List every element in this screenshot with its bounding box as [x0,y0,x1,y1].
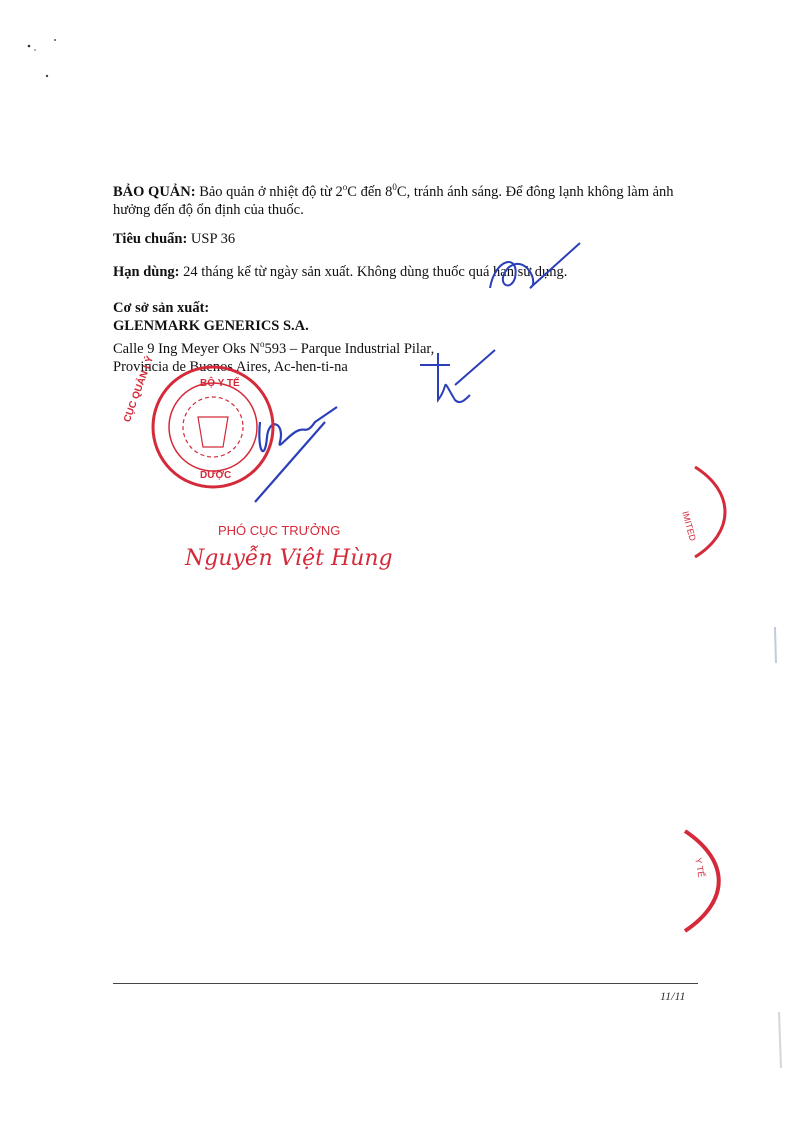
storage-text-mid: C đến 8 [347,183,393,200]
expiry-value: 24 tháng kể từ ngày sản xuất. Không dùng thuốc quá hạn sử dụng. [183,264,568,280]
page-number: 11/11 [660,989,686,1003]
edge-stamp-upper-right [690,462,730,562]
scan-edge-mark-2 [775,1010,785,1070]
blue-initial-signature-1 [470,238,590,298]
manufacturer-address-2: Provincia de Buenos Aires, Ac-hen-ti-na [113,358,348,375]
stamp-ring-left: CỤC QUẢN LÝ [122,354,157,424]
edge-stamp-lower-text: Y TẾ [693,857,707,879]
standard-label: Tiêu chuẩn: [113,231,188,247]
storage-text-tail: C, tránh ánh sáng. Để đông lạnh không làm ảnh [396,183,674,200]
footer-rule [113,983,698,984]
degree-sup-1: o [342,182,348,192]
scan-edge-mark-1 [770,625,780,665]
edge-stamp-upper-text: IMITED [680,510,698,543]
storage-text-2: hưởng đến độ ổn định của thuốc. [113,201,304,218]
standard-value: USP 36 [190,231,236,247]
address-sup: o [259,339,265,349]
manufacturer-label: Cơ sở sản xuất: [113,300,210,316]
expiry-line [113,263,733,281]
signer-name: Nguyễn Việt Hùng [185,546,393,571]
address-part-a: Calle 9 Ing Meyer Oks N [113,340,260,357]
standard-line [113,230,733,248]
stamp-title: PHÓ CỤC TRƯỞNG [218,523,341,538]
stamp-ring-top: BỘ Y TẾ [200,378,240,389]
storage-paragraph [113,178,733,219]
edge-stamp-lower-right [680,826,725,936]
blue-initial-signature-2 [410,345,500,410]
manufacturer-name: GLENMARK GENERICS S.A. [113,318,309,334]
stamp-ring-bottom: DƯỢC [200,470,232,481]
expiry-label: Hạn dùng: [113,264,180,280]
address-part-b: 593 – Parque Industrial Pilar, [264,340,435,357]
degree-sup-2: 0 [392,182,397,192]
storage-label: BẢO QUẢN: [113,183,196,200]
scan-specks [25,38,75,93]
storage-text-1: Bảo quản ở nhiệt độ từ 2 [199,183,343,200]
